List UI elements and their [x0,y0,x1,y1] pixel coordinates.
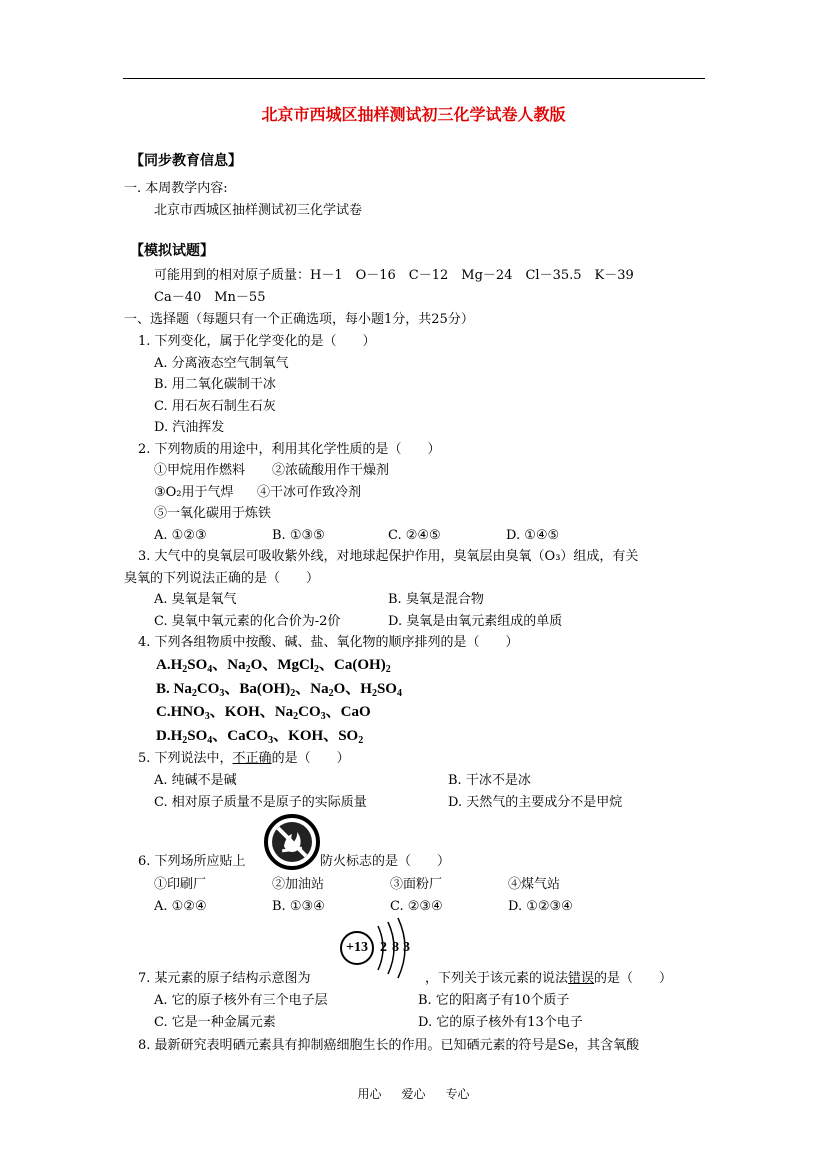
electron-shell-3: 3 [403,940,410,955]
q2-item-4: ④干冰可作致冷剂 [257,485,362,500]
q1-option-d: D. 汽油挥发 [154,420,225,435]
section-mock-test: 【模拟试题】 [130,243,214,259]
q2-item-2: ②浓硫酸用作干燥剂 [272,463,390,478]
q4-option-b: B. $Na_2CO_3$、$Ba(OH)_2$、$Na_2O$、$H_2SO_4$ [156,681,402,699]
q1-option-a: A. 分离液态空气制氧气 [154,356,289,371]
q6-item-1: ①印刷厂 [154,877,207,892]
footer-text-3: 专心 [445,1087,470,1101]
q2-option-c: C. ②④⑤ [388,528,441,543]
q7-stem-pre: 7. 某元素的原子结构示意图为 [138,971,311,986]
q7-option-a: A. 它的原子核外有三个电子层 [154,993,328,1008]
q7-option-b: B. 它的阳离子有10个质子 [418,993,570,1008]
footer-text-2: 爱心 [401,1087,426,1101]
q4-option-a: $A.H_2SO_4$、$Na_2O$、MgCl$_2$、$Ca(OH)_2$ [156,657,391,675]
q2-option-a: A. ①②③ [154,528,207,543]
q6-item-2: ②加油站 [272,877,325,892]
q6-stem-pre: 6. 下列场所应贴上 [138,854,246,869]
q6-option-d: D. ①②③④ [508,899,573,914]
q5-option-a: A. 纯碱不是碱 [154,773,237,788]
q7-stem-post: ，下列关于该元素的说法错误的是（ ） [425,971,673,986]
q4-stem: 4. 下列各组物质中按酸、碱、盐、氧化物的顺序排列的是（ ） [138,635,519,650]
q5-option-b: B. 干冰不是冰 [448,773,531,788]
q2-item-3: ③O₂用于气焊 [154,485,234,500]
q3-option-a: A. 臭氧是氧气 [154,592,237,607]
q6-item-4: ④煤气站 [508,877,561,892]
q5-option-c: C. 相对原子质量不是原子的实际质量 [154,795,367,810]
atomic-mass-line1: 可能用到的相对原子质量：H－1 O－16 C－12 Mg－24 Cl－35.5 K－39 [154,268,634,283]
q1-stem: 1. 下列变化，属于化学变化的是（ ） [138,334,376,349]
teach-label: 一. 本周教学内容: [124,181,228,196]
header-rule [123,78,705,79]
q6-option-b: B. ①③④ [272,899,325,914]
q5-stem: 5. 下列说法中，不正确的是（ ） [138,751,350,766]
q3-option-c: C. 臭氧中氧元素的化合价为-2价 [154,614,341,629]
q3-option-b: B. 臭氧是混合物 [388,592,484,607]
atomic-mass-line2: Ca－40 Mn－55 [154,290,266,305]
footer-text-1: 用心 [357,1087,382,1101]
q1-option-c: C. 用石灰石制生石灰 [154,399,276,414]
q2-option-d: D. ①④⑤ [506,528,560,543]
page-title: 北京市西城区抽样测试初三化学试卷人教版 [261,105,566,124]
q2-item-1: ①甲烷用作燃料 [154,463,246,478]
q4-option-d: $D.H_2SO_4$、CaCO$_3$、KOH、$SO_2$ [156,728,364,746]
q6-item-3: ③面粉厂 [390,877,443,892]
no-fire-sign-icon [264,814,320,870]
part-one-heading: 一、选择题（每题只有一个正确选项，每小题1分，共25分） [124,312,474,327]
q6-stem-post: 防火标志的是（ ） [320,854,451,869]
q8-stem: 8. 最新研究表明硒元素具有抑制癌细胞生长的作用。已知硒元素的符号是Se，其含氧酸 [138,1038,640,1053]
page-footer [0,1085,827,1102]
q3-stem-line2: 臭氧的下列说法正确的是（ ） [124,571,320,586]
electron-shell-2: 8 [392,940,399,955]
nucleus-label: +13 [346,940,368,955]
q6-option-c: C. ②③④ [390,899,443,914]
q4-option-c: $C.HNO_3$、KOH、$Na_2CO_3$、CaO [156,704,371,722]
q2-stem: 2. 下列物质的用途中，利用其化学性质的是（ ） [138,442,441,457]
section-sync-info: 【同步教育信息】 [130,153,242,169]
electron-shell-1: 2 [380,940,387,955]
q7-option-d: D. 它的原子核外有13个电子 [418,1015,583,1030]
q6-option-a: A. ①②④ [154,899,207,914]
teach-content: 北京市西城区抽样测试初三化学试卷 [154,203,363,218]
q3-option-d: D. 臭氧是由氧元素组成的单质 [388,614,563,629]
q2-item-5: ⑤一氧化碳用于炼铁 [154,506,272,521]
q7-option-c: C. 它是一种金属元素 [154,1015,276,1030]
q1-option-b: B. 用二氧化碳制干冰 [154,377,276,392]
q2-option-b: B. ①③⑤ [272,528,325,543]
q3-stem-line1: 3. 大气中的臭氧层可吸收紫外线，对地球起保护作用，臭氧层由臭氧（O₃）组成，有关 [138,549,639,564]
q5-option-d: D. 天然气的主要成分不是甲烷 [448,795,623,810]
